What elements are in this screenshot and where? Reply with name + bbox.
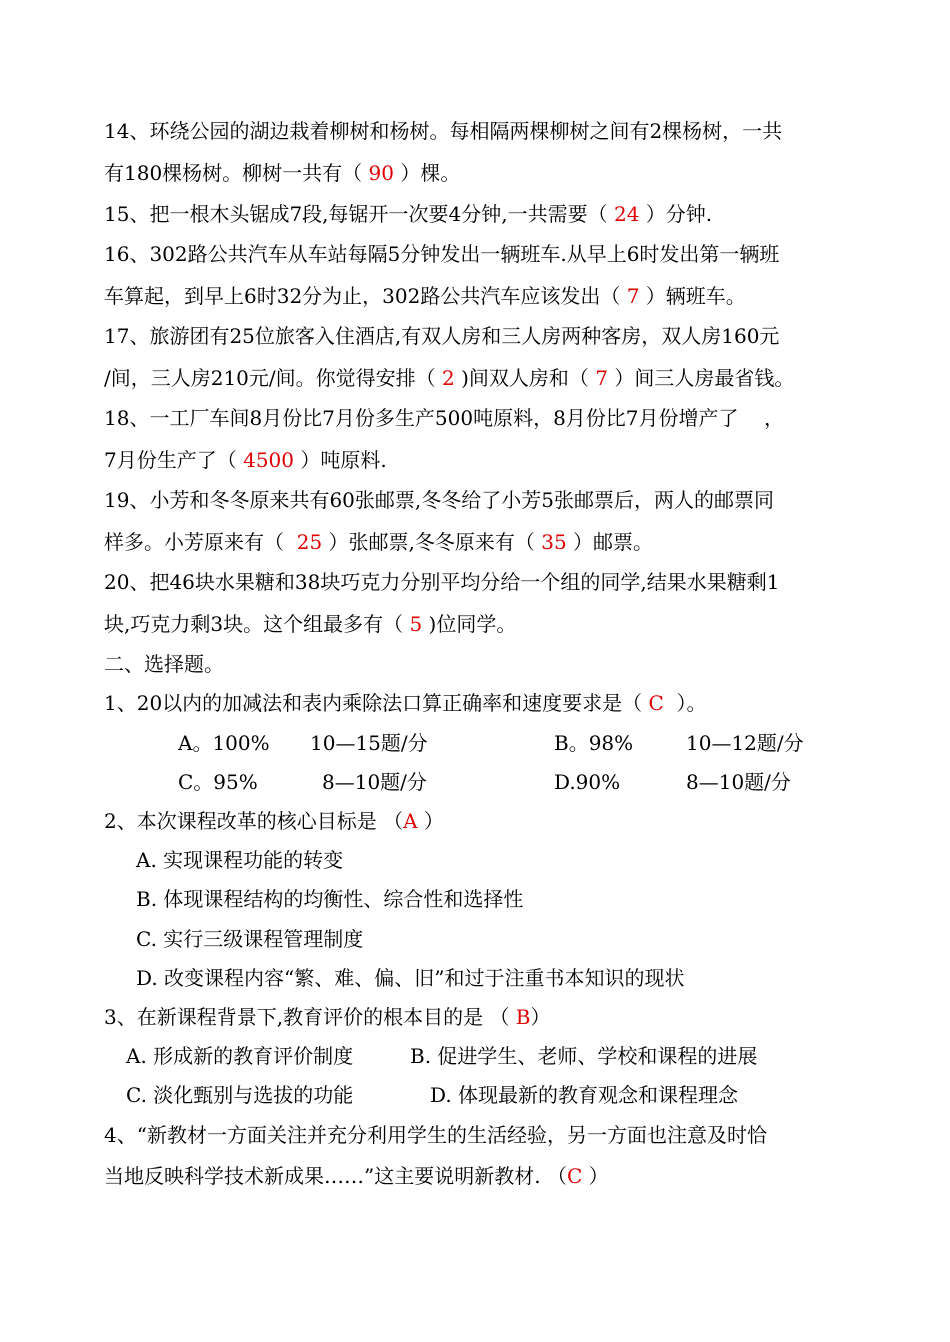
q17-line2 <box>104 364 794 392</box>
choice-q3-stem <box>104 1003 551 1031</box>
q19-line2 <box>104 528 653 556</box>
choice-q2-text-a: 2、本次课程改革的核心目标是 （ <box>104 809 404 833</box>
choice-q1-options-row2 <box>0 768 950 796</box>
q19-answer-1: 25 <box>296 530 323 554</box>
choice-q1-option-d-rate: 8—10题/分 <box>686 770 791 794</box>
q18-line2 <box>104 446 387 474</box>
q17-answer-2: 7 <box>595 366 609 390</box>
q17-answer-1: 2 <box>442 366 455 390</box>
choice-q2-option-a: A. 实现课程功能的转变 <box>136 848 344 872</box>
q20-answer: 5 <box>409 612 423 636</box>
choice-q2-answer: A <box>403 809 418 833</box>
choice-q1-text-b: ）。 <box>663 691 707 715</box>
choice-q1-option-a-rate: 10—15题/分 <box>310 731 428 755</box>
choice-q3-option-c: C. 淡化甄别与选拔的功能 <box>126 1083 354 1107</box>
choice-q1-answer: C <box>648 691 664 715</box>
choice-q1-option-b: B。98% <box>554 731 634 755</box>
q16-line1: 16、302路公共汽车从车站每隔5分钟发出一辆班车.从早上6时发出第一辆班 <box>104 242 780 266</box>
q16-text-a: 车算起，到早上6时32分为止，302路公共汽车应该发出（ <box>104 284 627 308</box>
q16-answer: 7 <box>626 284 640 308</box>
choice-q2-option-d: D. 改变课程内容“繁、难、偏、旧”和过于注重书本知识的现状 <box>136 966 685 990</box>
q18-line1: 18、一工厂车间8月份比7月份多生产500吨原料，8月份比7月份增产了 ， <box>104 406 784 430</box>
q17-text-b: )间双人房和（ <box>454 366 596 390</box>
choice-q1-options-row1 <box>0 729 950 757</box>
choice-q4-line2 <box>104 1162 609 1190</box>
choice-q3-option-b: B. 促进学生、老师、学校和课程的进展 <box>410 1044 758 1068</box>
q18-text-a: 7月份生产了（ <box>104 448 244 472</box>
q18-answer: 4500 <box>243 448 294 472</box>
q19-text-c: ）邮票。 <box>566 530 654 554</box>
q17-text-c: ）间三人房最省钱。 <box>608 366 795 390</box>
q14-text-a: 有180棵杨树。柳树一共有（ <box>104 161 363 185</box>
section-title: 二、选择题。 <box>104 652 224 676</box>
choice-q1-option-a: A。100% <box>178 731 270 755</box>
q16-text-b: ）辆班车。 <box>639 284 746 308</box>
q14-line2 <box>104 159 460 187</box>
q15-answer: 24 <box>613 202 640 226</box>
choice-q1-text-a: 1、20以内的加减法和表内乘除法口算正确率和速度要求是（ <box>104 691 649 715</box>
choice-q1-option-c: C。95% <box>178 770 258 794</box>
q14-answer: 90 <box>362 161 401 185</box>
choice-q2-option-c: C. 实行三级课程管理制度 <box>136 927 364 951</box>
choice-q4-answer: C <box>566 1164 583 1188</box>
choice-q3-text-b: ） <box>530 1005 551 1029</box>
q19-text-b: ）张邮票,冬冬原来有（ <box>322 530 542 554</box>
q15-text-b: ）分钟. <box>639 202 713 226</box>
q20-text-a: 块,巧克力剩3块。这个组最多有（ <box>104 612 410 636</box>
q20-line2 <box>104 610 516 638</box>
q16-line2 <box>104 282 746 310</box>
q14-text-b: ）棵。 <box>400 161 461 185</box>
choice-q3-options-row1 <box>0 1042 950 1070</box>
q18-text-b: ）吨原料. <box>294 448 387 472</box>
choice-q3-answer: B <box>515 1005 531 1029</box>
q15-line <box>104 200 712 228</box>
choice-q3-option-a: A. 形成新的教育评价制度 <box>126 1044 354 1068</box>
q17-line1: 17、旅游团有25位旅客入住酒店,有双人房和三人房两种客房，双人房160元 <box>104 324 780 348</box>
choice-q2-text-b: ） <box>417 809 444 833</box>
choice-q3-options-row2 <box>0 1081 950 1109</box>
choice-q1-option-c-rate: 8—10题/分 <box>322 770 427 794</box>
q15-text-a: 15、把一根木头锯成7段,每锯开一次要4分钟,一共需要（ <box>104 202 614 226</box>
choice-q4-line1: 4、“新教材一方面关注并充分利用学生的生活经验，另一方面也注意及时恰 <box>104 1123 767 1147</box>
choice-q1-stem <box>104 689 707 717</box>
q19-line1: 19、小芳和冬冬原来共有60张邮票,冬冬给了小芳5张邮票后，两人的邮票同 <box>104 488 774 512</box>
q14-line1: 14、环绕公园的湖边栽着柳树和杨树。每相隔两棵柳树之间有2棵杨树，一共 <box>104 119 783 143</box>
q19-answer-2: 35 <box>541 530 567 554</box>
choice-q2-option-b: B. 体现课程结构的均衡性、综合性和选择性 <box>136 887 524 911</box>
choice-q4-text-b: ） <box>582 1164 609 1188</box>
choice-q1-option-b-rate: 10—12题/分 <box>686 731 804 755</box>
choice-q2-stem <box>104 807 444 835</box>
choice-q3-text-a: 3、在新课程背景下,教育评价的根本目的是 （ <box>104 1005 516 1029</box>
q20-text-b: )位同学。 <box>422 612 517 636</box>
choice-q3-option-d: D. 体现最新的教育观念和课程理念 <box>430 1083 739 1107</box>
q19-text-a: 样多。小芳原来有（ <box>104 530 297 554</box>
choice-q1-option-d: D.90% <box>554 770 621 794</box>
q17-text-a: /间，三人房210元/间。你觉得安排（ <box>104 366 443 390</box>
choice-q4-text-a: 当地反映科学技术新成果……”这主要说明新教材. （ <box>104 1164 567 1188</box>
q20-line1: 20、把46块水果糖和38块巧克力分别平均分给一个组的同学,结果水果糖剩1 <box>104 570 780 594</box>
